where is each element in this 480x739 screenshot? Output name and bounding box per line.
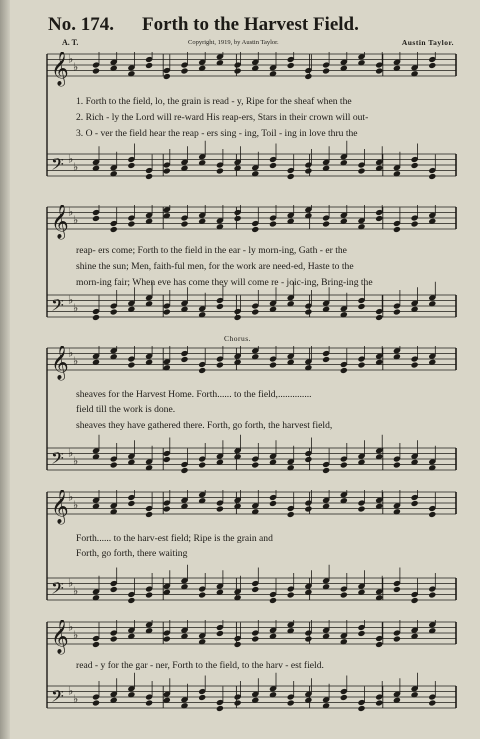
- svg-text:♭: ♭: [68, 152, 74, 166]
- page-edge: [0, 0, 10, 739]
- treble-staff: [47, 205, 456, 240]
- treble-staff: [47, 346, 456, 381]
- bass-clef-icon: 𝄢: [51, 448, 64, 472]
- svg-text:♭: ♭: [73, 454, 79, 468]
- svg-text:♭: ♭: [73, 584, 79, 598]
- lyric-line: 1. Forth to the field, lo, the grain is read - y, Ripe for the sheaf when the: [76, 96, 352, 107]
- lyric-line: field till the work is done.: [76, 404, 176, 415]
- music-system-3: [44, 334, 460, 476]
- svg-text:♭: ♭: [68, 205, 74, 219]
- treble-clef-icon: 𝄞: [51, 52, 69, 86]
- svg-text:♭: ♭: [73, 60, 79, 74]
- treble-clef-icon: 𝄞: [51, 620, 69, 654]
- treble-clef-icon: 𝄞: [51, 346, 69, 380]
- lyric-line: Forth, go forth, there waiting: [76, 548, 188, 559]
- hymn-header: [48, 14, 458, 38]
- bass-staff: [47, 141, 456, 180]
- bass-clef-icon: 𝄢: [51, 154, 64, 178]
- meter-mark: A. T.: [62, 38, 79, 47]
- svg-text:♭: ♭: [73, 498, 79, 512]
- hymn-title: Forth to the Harvest Field.: [142, 14, 359, 35]
- music-system-1: [44, 52, 460, 186]
- copyright-notice: Copyright, 1919, by Austin Taylor.: [188, 39, 279, 46]
- svg-text:♭: ♭: [68, 490, 74, 504]
- svg-text:♭: ♭: [68, 293, 74, 307]
- bass-clef-icon: 𝄢: [51, 295, 64, 319]
- svg-text:♭: ♭: [68, 446, 74, 460]
- composer-name: Austin Taylor.: [401, 38, 454, 47]
- svg-text:♭: ♭: [73, 213, 79, 227]
- lyric-line: morn-ing fair; When eve has come they will come re - joic-ing, Bring-ing the: [76, 277, 373, 288]
- svg-text:♭: ♭: [68, 576, 74, 590]
- svg-text:♭: ♭: [68, 620, 74, 634]
- svg-text:♭: ♭: [68, 684, 74, 698]
- bass-clef-icon: 𝄢: [51, 686, 64, 710]
- lyric-line: shine the sun; Men, faith-ful men, for the work are need-ed, Haste to the: [76, 261, 354, 272]
- treble-clef-icon: 𝄞: [51, 205, 69, 239]
- music-system-5: [44, 620, 460, 720]
- lyric-line: 2. Rich - ly the Lord will re-ward His reap-ers, Stars in their crown will out-: [76, 112, 369, 123]
- music-system-4: [44, 490, 460, 608]
- svg-text:♭: ♭: [73, 628, 79, 642]
- hymn-number: No. 174.: [48, 14, 114, 35]
- music-system-2: [44, 205, 460, 327]
- bass-staff: [47, 673, 456, 712]
- svg-text:♭: ♭: [73, 692, 79, 706]
- bass-staff: [47, 435, 456, 474]
- svg-text:♭: ♭: [68, 52, 74, 66]
- lyric-line: sheaves for the Harvest Home. Forth...... to the field,..............: [76, 389, 312, 400]
- lyric-line: read - y for the gar - ner, Forth to the field, to the harv - est field.: [76, 660, 324, 671]
- bass-clef-icon: 𝄢: [51, 578, 64, 602]
- lyric-line: reap- ers come; Forth to the field in the ear - ly morn-ing, Gath - er the: [76, 245, 347, 256]
- credits-line: [48, 38, 458, 50]
- bass-staff: [47, 565, 456, 604]
- svg-text:♭: ♭: [73, 301, 79, 315]
- treble-clef-icon: 𝄞: [51, 490, 69, 524]
- lyric-line: 3. O - ver the field hear the reap - ers sing - ing, Toil - ing in love thru the: [76, 128, 358, 139]
- staff-notation: [44, 346, 460, 488]
- svg-text:♭: ♭: [73, 160, 79, 174]
- lyric-line: sheaves they have gathered there. Forth, go forth, the harvest field,: [76, 420, 333, 431]
- chorus-label: Chorus.: [224, 334, 252, 343]
- treble-staff: [47, 52, 456, 87]
- lyric-line: Forth...... to the harv-est field; Ripe is the grain and: [76, 533, 273, 544]
- svg-text:♭: ♭: [73, 354, 79, 368]
- treble-staff: [47, 620, 456, 655]
- treble-staff: [47, 490, 456, 525]
- svg-text:♭: ♭: [68, 346, 74, 360]
